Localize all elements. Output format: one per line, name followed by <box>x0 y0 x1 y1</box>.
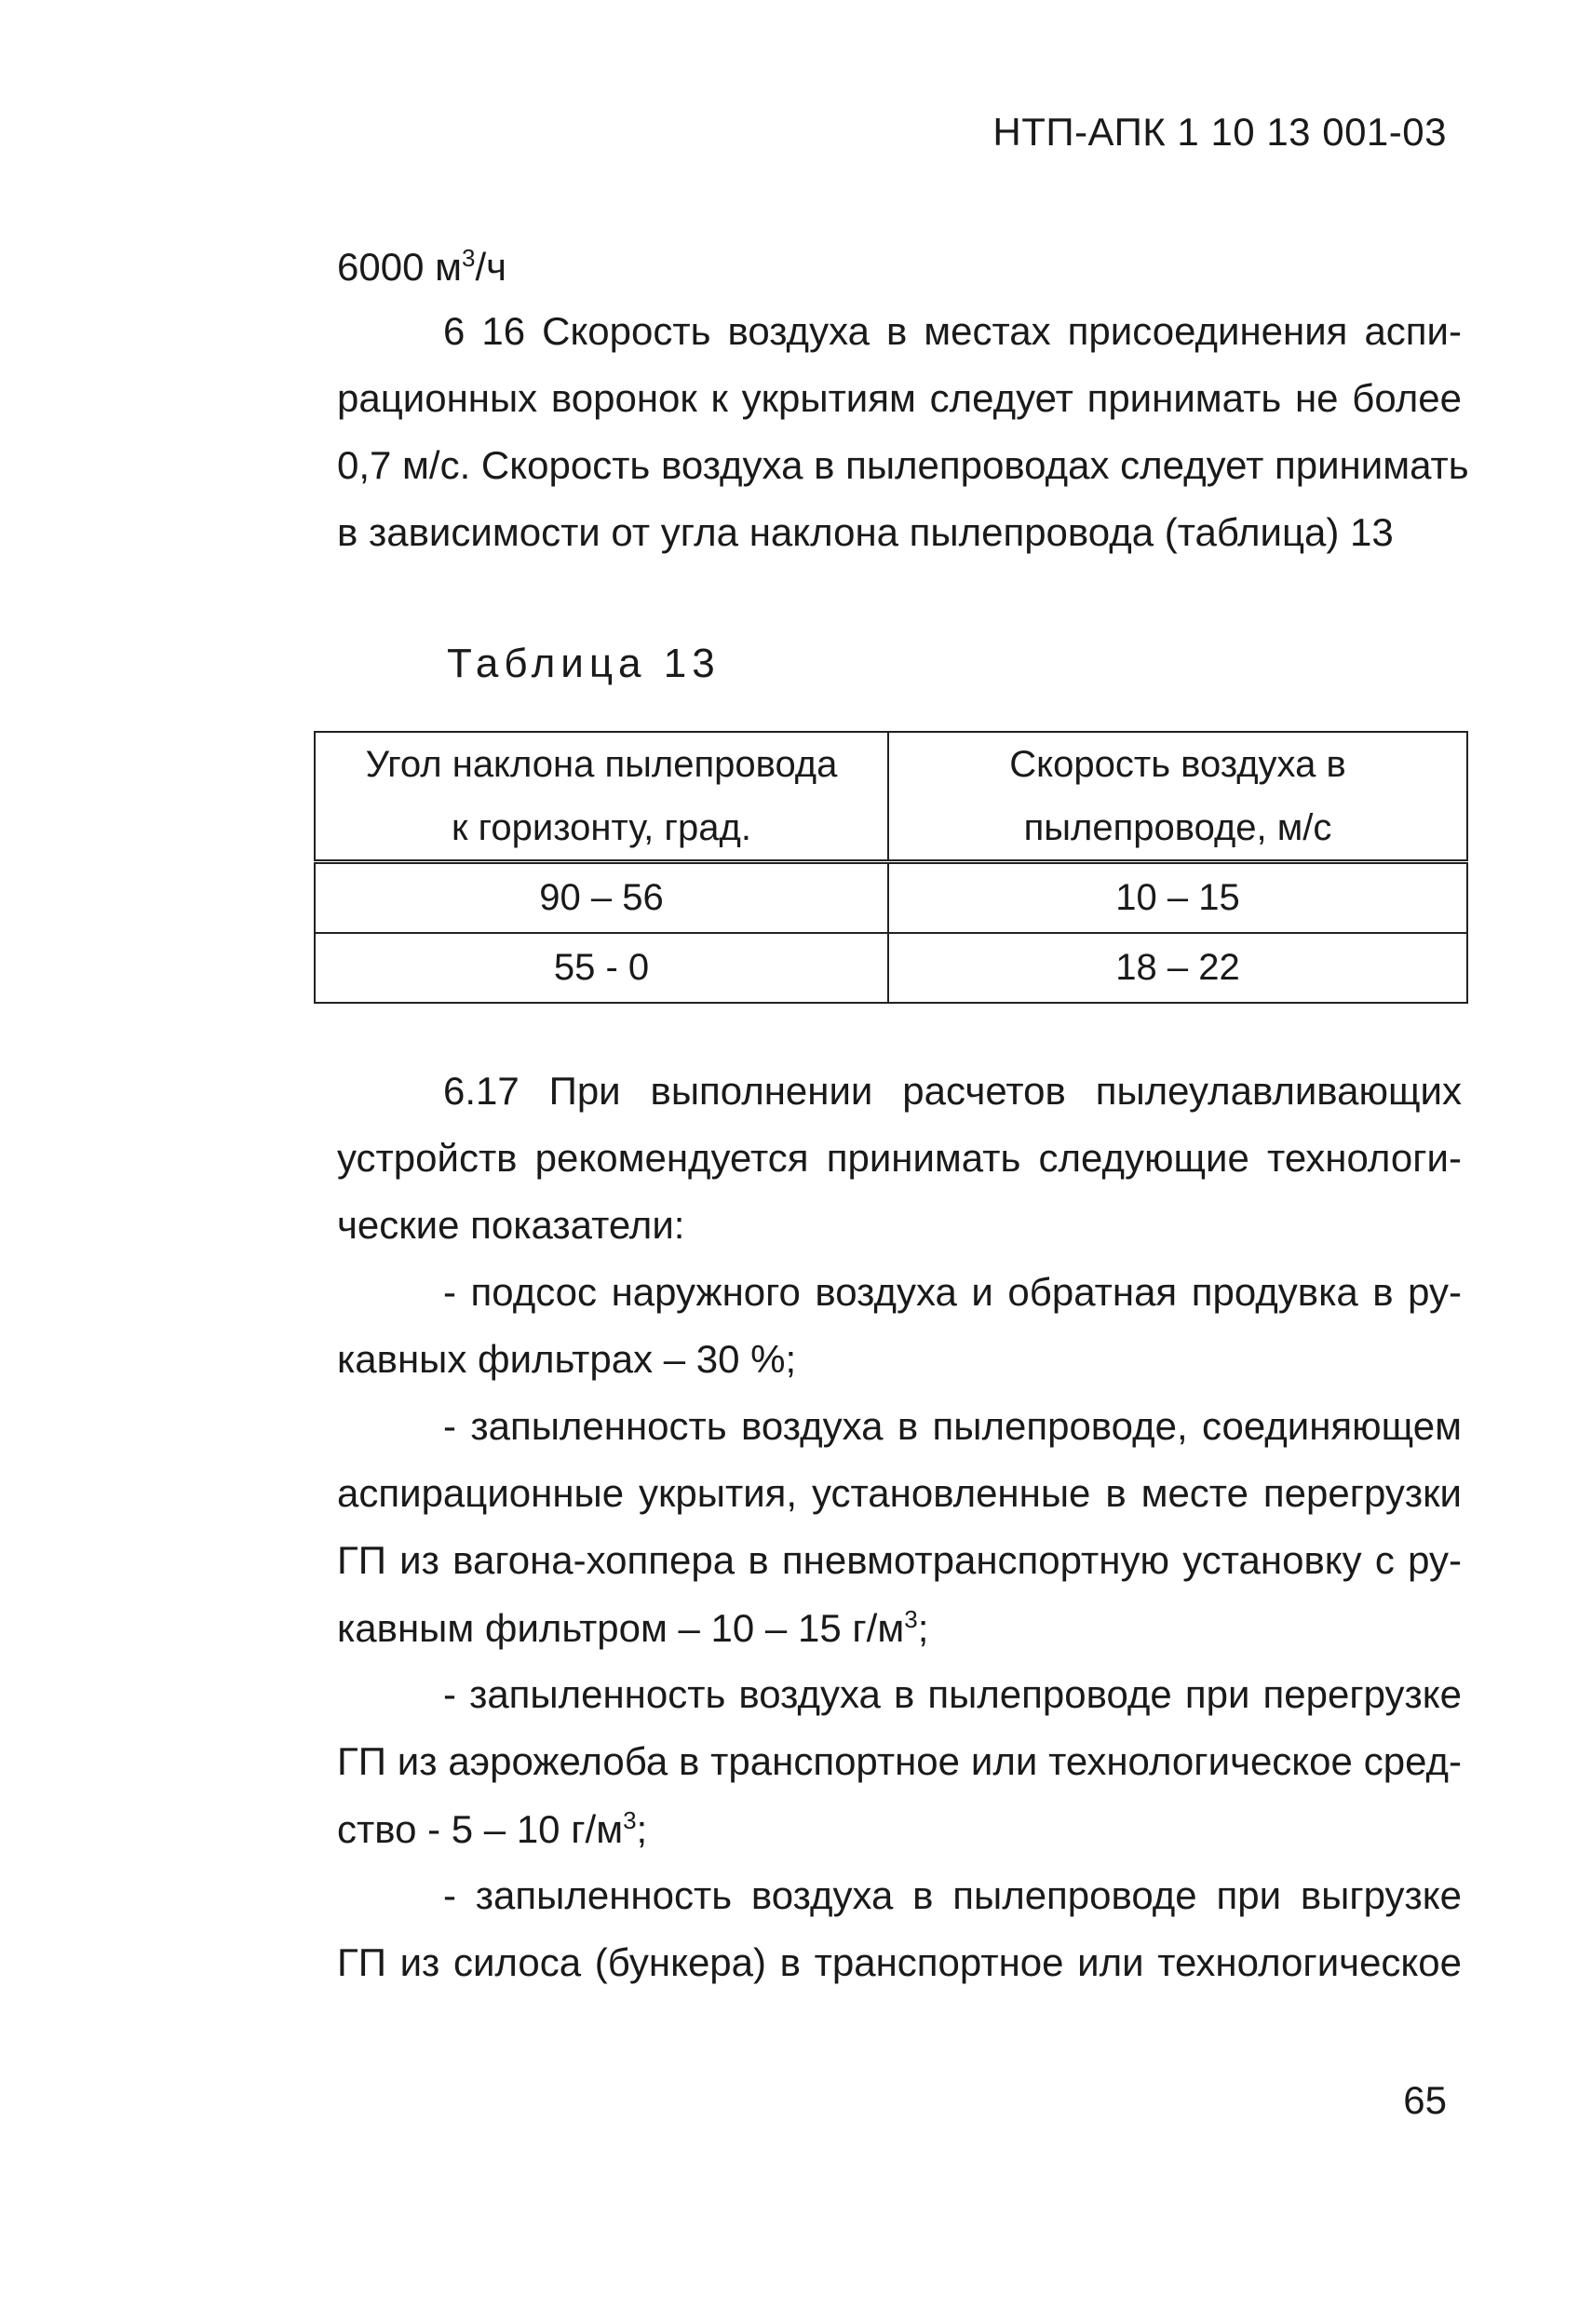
table-cell: 18 – 22 <box>888 933 1467 1003</box>
table-title: Таблица 13 <box>447 641 721 686</box>
bullet-line: кавных фильтрах – 30 %; <box>337 1337 797 1381</box>
bullet-line: кавным фильтром – 10 – 15 $г/м^3$; <box>337 1605 929 1650</box>
table-row <box>315 933 1467 1003</box>
paragraph-6-16-line: рационных воронок к укрытиям следует принимать не более <box>337 376 1462 420</box>
data-table <box>314 731 1468 1004</box>
bullet-line: ГП из аэрожелоба в транспортное или технологическое сред- <box>337 1739 1462 1783</box>
bullet-line: - запыленность воздуха в пылепроводе при выгрузке <box>443 1873 1462 1917</box>
bullet-line: аспирационные укрытия, установленные в месте перегрузки <box>337 1471 1462 1515</box>
paragraph-6-17-line: устройств рекомендуется принимать следующие технологи- <box>337 1136 1462 1180</box>
bullet-line: ГП из силоса (бункера) в транспортное или технологическое <box>337 1940 1462 1984</box>
table-cell: 10 – 15 <box>888 862 1467 934</box>
page-number: 65 <box>1403 2078 1447 2122</box>
bullet-line: - подсос наружного воздуха и обратная продувка в ру- <box>443 1270 1462 1314</box>
paragraph-6-17-line: 6.17 При выполнении расчетов пылеулавливающих <box>443 1069 1462 1113</box>
table-header-angle: Угол наклона пылепровода к горизонту, град. <box>315 732 888 862</box>
table-row <box>315 862 1467 934</box>
table-cell: 55 - 0 <box>315 933 888 1003</box>
bullet-line: ГП из вагона-хоппера в пневмотранспортную установку с ру- <box>337 1538 1462 1582</box>
paragraph-6-16-line: 0,7 м/с. Скорость воздуха в пылепроводах следует принимать <box>337 443 1469 487</box>
bullet-line: ство - 5 – 10 $г/м^3$; <box>337 1806 648 1851</box>
bullet-line: - запыленность воздуха в пылепроводе при перегрузке <box>443 1672 1462 1716</box>
intro-line: 6000 $м^3/ч$ <box>337 244 507 289</box>
bullet-line: - запыленность воздуха в пылепроводе, соединяющем <box>443 1404 1462 1448</box>
paragraph-6-17-line: ческие показатели: <box>337 1203 685 1247</box>
paragraph-6-16-line: в зависимости от угла наклона пылепровода (таблица) 13 <box>337 510 1394 554</box>
table-cell: 90 – 56 <box>315 862 888 934</box>
paragraph-6-16-line: 6 16 Скорость воздуха в местах присоединения аспи- <box>443 309 1462 353</box>
document-code: НТП-АПК 1 10 13 001-03 <box>992 110 1447 154</box>
table-header-speed: Скорость воздуха в пылепроводе, м/с <box>888 732 1467 862</box>
